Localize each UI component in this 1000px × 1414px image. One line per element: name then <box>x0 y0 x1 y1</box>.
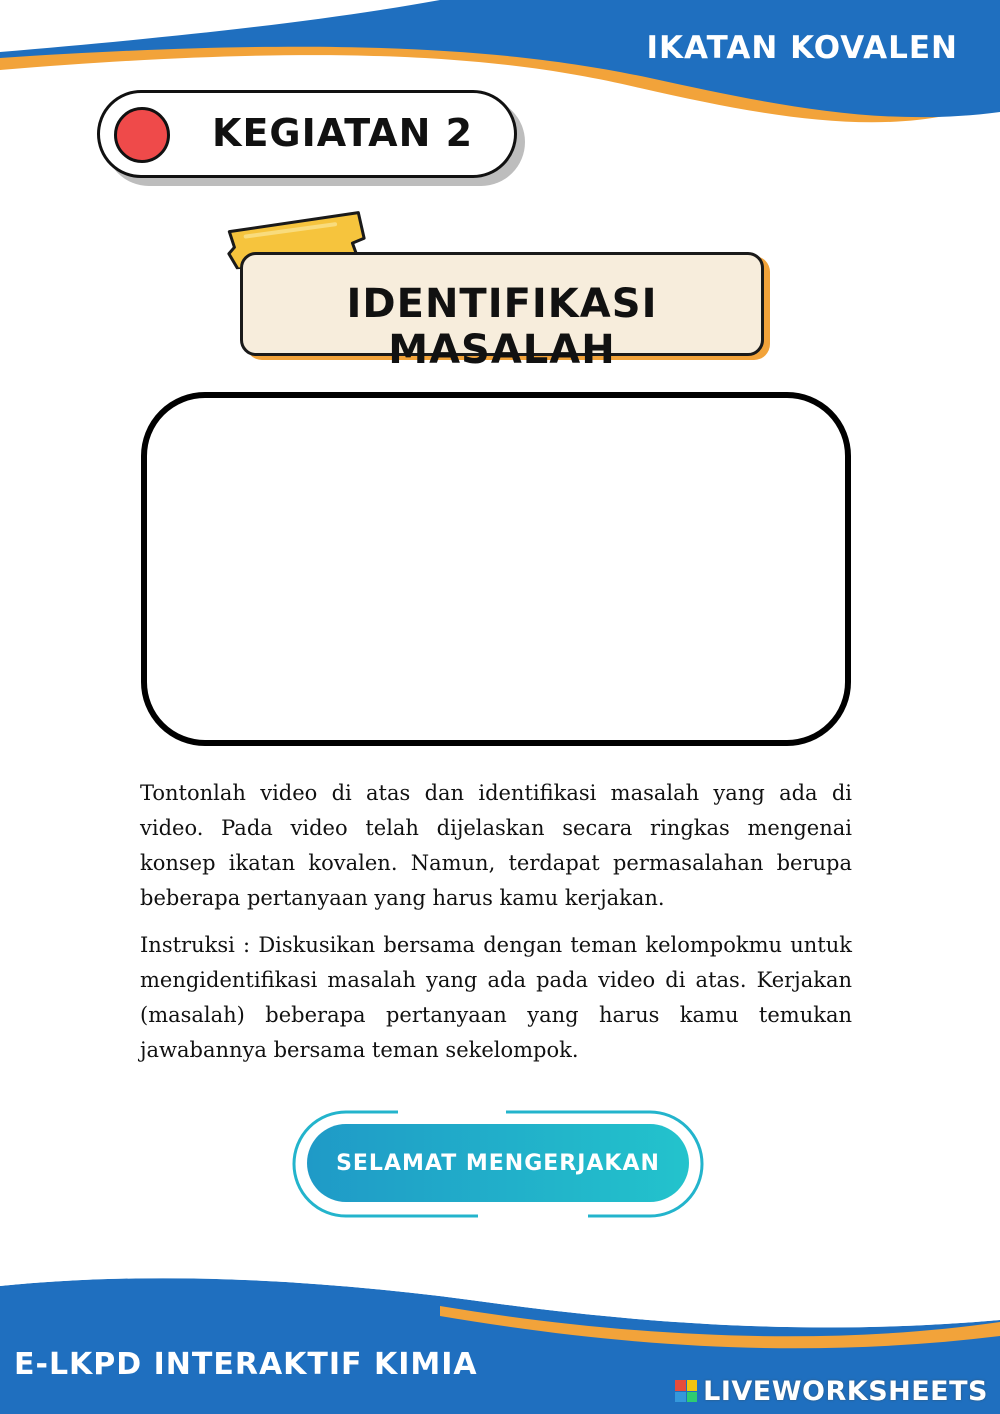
activity-label: KEGIATAN 2 <box>212 111 474 155</box>
section-title-card <box>240 252 764 373</box>
section-title: IDENTIFIKASI MASALAH <box>346 281 658 373</box>
watermark-text: LIVEWORKSHEETS <box>703 1375 988 1407</box>
activity-badge <box>97 90 517 178</box>
video-frame[interactable] <box>141 392 851 746</box>
watermark <box>675 1374 988 1408</box>
header-title: IKATAN KOVALEN <box>646 30 958 66</box>
footer-title: E-LKPD INTERAKTIF KIMIA <box>14 1347 478 1382</box>
start-button[interactable]: SELAMAT MENGERJAKAN <box>307 1124 689 1202</box>
task-paragraph: Instruksi : Diskusikan bersama dengan teman kelompokmu untuk mengidentifikasi masalah yang ada pada video di atas. Kerjakan (masalah) beberapa pertanyaan yang harus kamu temukan jawabannya bersama teman sekelompok. <box>140 933 852 1062</box>
start-button-container <box>292 1110 704 1218</box>
liveworksheets-logo-icon <box>675 1380 697 1402</box>
red-dot-icon <box>114 107 170 163</box>
instruction-paragraph: Tontonlah video di atas dan identifikasi masalah yang ada di video. Pada video telah dijelaskan secara ringkas mengenai konsep ikatan kovalen. Namun, terdapat permasalahan berupa beberapa pertanyaan yang harus kamu kerjakan. <box>140 781 852 910</box>
